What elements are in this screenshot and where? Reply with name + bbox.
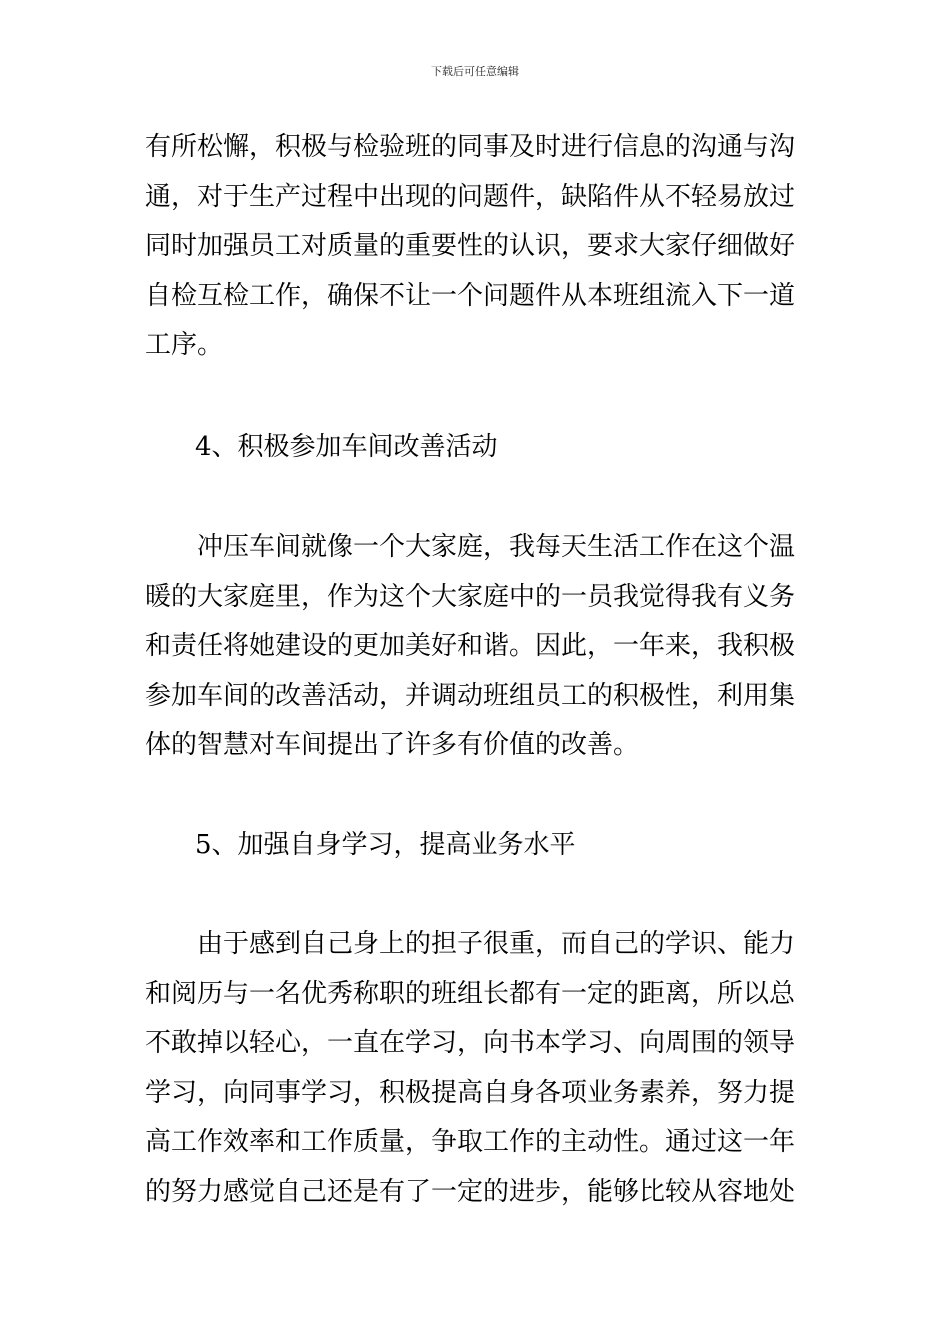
paragraph-quality-control: 有所松懈，积极与检验班的同事及时进行信息的沟通与沟通，对于生产过程中出现的问题件，缺陷件从不轻易放过同时加强员工对质量的重要性的认识，要求大家仔细做好自检互检工作，确保不让一个问题件从本班组流入下一道工序。 <box>145 132 796 360</box>
section-heading-5: 5、加强自身学习，提高业务水平 <box>195 830 576 860</box>
paragraph-improvement-activities: 冲压车间就像一个大家庭，我每天生活工作在这个温暖的大家庭里，作为这个大家庭中的一员我觉得我有义务和责任将她建设的更加美好和谐。因此，一年来，我积极参加车间的改善活动，并调动班组员工的积极性，利用集体的智慧对车间提出了许多有价值的改善。 <box>145 532 796 760</box>
section-heading-4: 4、积极参加车间改善活动 <box>195 432 498 462</box>
page-header: 下载后可任意编辑 <box>431 65 519 78</box>
paragraph-self-study: 由于感到自己身上的担子很重，而自己的学识、能力和阅历与一名优秀称职的班组长都有一定的距离，所以总不敢掉以轻心，一直在学习，向书本学习、向周围的领导学习，向同事学习，积极提高自身各项业务素养，努力提高工作效率和工作质量，争取工作的主动性。通过这一年的努力感觉自己还是有了一定的进步，能够比较从容地处 <box>145 929 796 1207</box>
